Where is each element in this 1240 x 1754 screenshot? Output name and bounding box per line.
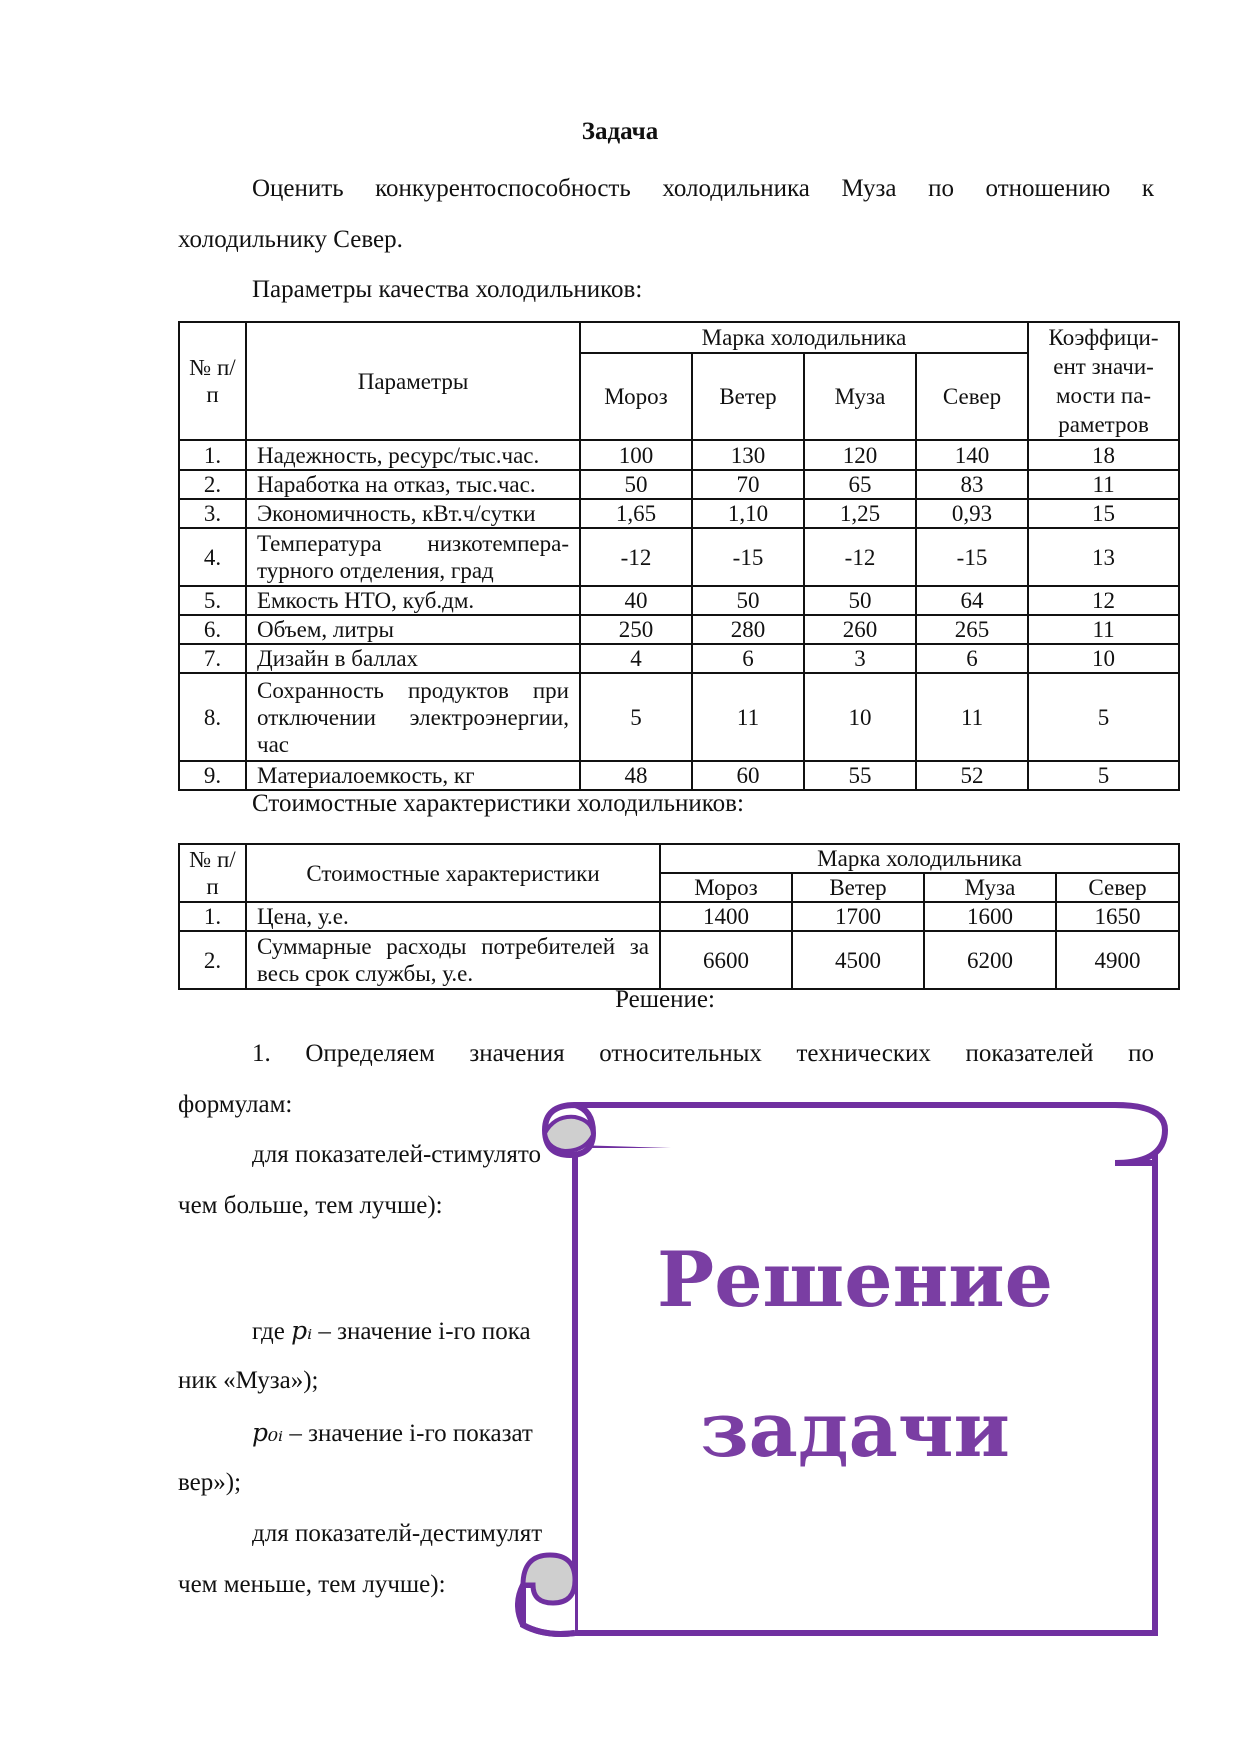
row-value: 280 [692,615,804,644]
step1-line-1: 1. Определяем значения относительных технических показателей по [252,1040,1154,1067]
row-param: Дизайн в баллах [246,644,580,673]
solution-heading: Решение: [615,986,715,1013]
row-number: 8. [179,673,246,761]
table-row [179,644,1179,673]
p0i-line-2: вер»); [178,1469,242,1496]
solution-banner[interactable] [515,1085,1170,1653]
row-number: 4. [179,528,246,586]
row-value: -15 [692,528,804,586]
header-brand-group: Марка холодильника [580,322,1028,353]
row-value: 55 [804,761,916,790]
row-value: 50 [692,586,804,615]
row-number: 9. [179,761,246,790]
row-value: 1400 [660,902,792,931]
banner-line-2: задачи [700,1385,1010,1474]
header-brand: Север [1056,873,1179,902]
quality-rows [179,440,1179,790]
intro-line-2: холодильнику Север. [178,226,403,253]
row-value: 3 [804,644,916,673]
row-coef: 5 [1028,761,1179,790]
table-row [179,673,1179,761]
row-coef: 18 [1028,440,1179,470]
row-param: Температура низкотемпера-турного отделения, град [246,528,580,586]
row-value: 6 [916,644,1028,673]
header-brand: Ветер [692,353,804,440]
row-param: Наработка на отказ, тыс.час. [246,470,580,499]
row-coef: 12 [1028,586,1179,615]
step1-line-2: формулам: [178,1091,293,1118]
table-row [179,761,1179,790]
row-value: 140 [916,440,1028,470]
header-brand: Муза [804,353,916,440]
banner-line-1: Решение [657,1235,1053,1324]
row-coef: 5 [1028,673,1179,761]
cost-table [178,843,1180,990]
row-value: 64 [916,586,1028,615]
row-value: 1650 [1056,902,1179,931]
quality-caption: Параметры качества холодильников: [252,276,643,303]
row-number: 2. [179,470,246,499]
row-number: 1. [179,440,246,470]
row-param: Цена, у.е. [246,902,660,931]
row-value: 5 [580,673,692,761]
row-value: 1,65 [580,499,692,528]
row-value: 1,10 [692,499,804,528]
row-value: 50 [804,586,916,615]
row-value: 70 [692,470,804,499]
row-value: 250 [580,615,692,644]
row-coef: 15 [1028,499,1179,528]
row-param: Материалоемкость, кг [246,761,580,790]
table-row [179,470,1179,499]
row-param: Емкость НТО, куб.дм. [246,586,580,615]
row-value: 60 [692,761,804,790]
row-param: Надежность, ресурс/тыс.час. [246,440,580,470]
table-row [179,440,1179,470]
destimulant-line-1: для показателй-дестимулят [252,1520,543,1547]
row-value: 48 [580,761,692,790]
row-param: Экономичность, кВт.ч/сутки [246,499,580,528]
header-brand: Мороз [660,873,792,902]
header-coef: Коэффици-ент значи-мости па-раметров [1028,322,1179,440]
row-param: Суммарные расходы потребителей за весь срок службы, у.е. [246,931,660,989]
header-param: Параметры [246,322,580,440]
pi-definition [252,1316,531,1346]
row-coef: 11 [1028,615,1179,644]
cost-rows [179,902,1179,989]
row-number: 5. [179,586,246,615]
row-value: 11 [916,673,1028,761]
scroll-graphic [515,1085,1170,1653]
row-value: 1,25 [804,499,916,528]
intro-paragraph [178,163,1154,265]
p0i-symbol: p₀ᵢ [252,1418,284,1447]
row-number: 7. [179,644,246,673]
pi-prefix: где [252,1318,292,1345]
page-title: Задача [581,118,659,145]
row-value: 10 [804,673,916,761]
row-param: Объем, литры [246,615,580,644]
p0i-definition [252,1418,533,1448]
row-value: 6200 [924,931,1056,989]
row-number: 1. [179,902,246,931]
row-number: 2. [179,931,246,989]
table-row [179,931,1179,989]
intro-line-1: Оценить конкурентоспособность холодильника Муза по отношению к [252,175,1154,202]
row-value: 65 [804,470,916,499]
header-brand: Мороз [580,353,692,440]
pi-line-2: ник «Муза»); [178,1367,319,1394]
row-value: 120 [804,440,916,470]
header-param: Стоимостные характеристики [246,844,660,902]
row-coef: 11 [1028,470,1179,499]
table-row [179,499,1179,528]
row-value: 40 [580,586,692,615]
table-row [179,902,1179,931]
row-value: -12 [804,528,916,586]
row-value: 260 [804,615,916,644]
row-number: 3. [179,499,246,528]
header-brand: Ветер [792,873,924,902]
row-param: Сохранность продуктов при отключении электроэнергии, час [246,673,580,761]
row-value: 50 [580,470,692,499]
row-value: 0,93 [916,499,1028,528]
row-value: 52 [916,761,1028,790]
header-num: № п/п [179,322,246,440]
row-value: 4900 [1056,931,1179,989]
row-value: 130 [692,440,804,470]
row-value: 11 [692,673,804,761]
row-value: 6 [692,644,804,673]
row-value: 4500 [792,931,924,989]
row-value: 6600 [660,931,792,989]
row-value: 100 [580,440,692,470]
pi-symbol: pᵢ [291,1316,313,1345]
table-row [179,615,1179,644]
quality-table [178,321,1180,791]
row-coef: 13 [1028,528,1179,586]
row-value: 265 [916,615,1028,644]
row-value: 4 [580,644,692,673]
header-brand: Север [916,353,1028,440]
row-value: -15 [916,528,1028,586]
p0i-text: – значение i-го показат [283,1420,533,1447]
row-value: 1700 [792,902,924,931]
cost-caption: Стоимостные характеристики холодильников: [252,790,744,817]
header-num: № п/п [179,844,246,902]
table-row [179,528,1179,586]
header-brand: Муза [924,873,1056,902]
table-row [179,586,1179,615]
header-brand-group: Марка холодильника [660,844,1179,873]
row-coef: 10 [1028,644,1179,673]
row-value: -12 [580,528,692,586]
stimulant-line-1: для показателей-стимулято [252,1141,542,1168]
destimulant-line-2: чем меньше, тем лучше): [178,1571,446,1598]
pi-text: – значение i-го пока [312,1318,531,1345]
row-value: 1600 [924,902,1056,931]
row-value: 83 [916,470,1028,499]
stimulant-line-2: чем больше, тем лучше): [178,1192,443,1219]
row-number: 6. [179,615,246,644]
